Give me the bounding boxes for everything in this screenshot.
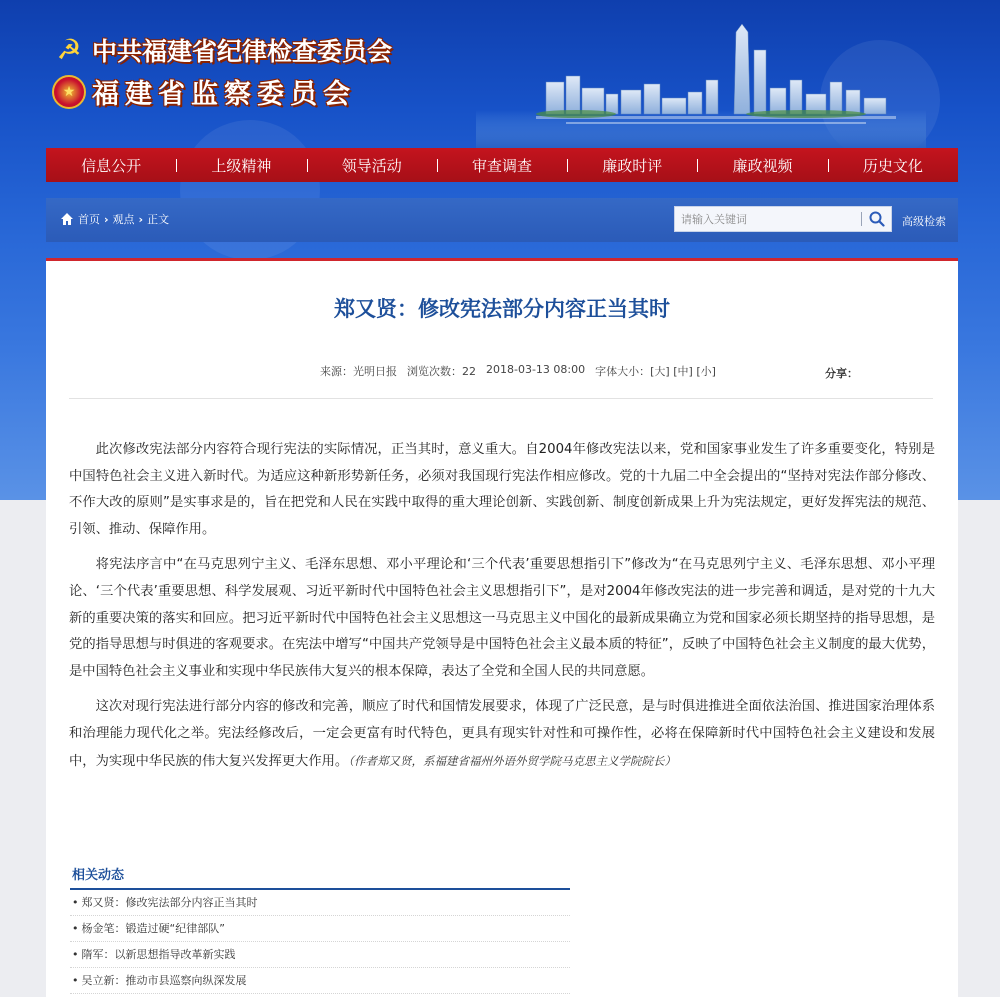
- site-title-line1: 中共福建省纪律检查委员会: [92, 37, 393, 66]
- bullet-icon: •: [72, 896, 79, 909]
- nav-item-investigation[interactable]: 审查调查: [437, 155, 567, 176]
- nav-item-leader-activities[interactable]: 领导活动: [307, 155, 437, 176]
- breadcrumb-separator: ›: [104, 212, 109, 226]
- site-header: [46, 0, 958, 148]
- breadcrumb-home[interactable]: 首页: [78, 213, 100, 226]
- article-paragraph: 将宪法序言中“在马克思列宁主义、毛泽东思想、邓小平理论和‘三个代表’重要思想指引下”修改为“在马克思列宁主义、毛泽东思想、邓小平理论、‘三个代表’重要思想、科学发展观、习近平新时代中国特色社会主义思想指引下”，是对2004年修改宪法的进一步完善和调适，是对党的十九大新的重要决策的落实和回应。把习近平新时代中国特色社会主义思想这一马克思主义中国化的最新成果确立为党和国家必须长期坚持的指导思想，是党的指导思想与时俱进的客观要求。在宪法中增写“中国共产党领导是中国特色社会主义最本质的特征”，反映了中国特色社会主义制度的最大优势，是中国特色社会主义事业和实现中华民族伟大复兴的根本保障，表达了全党和全国人民的共同意愿。: [69, 557, 935, 679]
- bullet-icon: •: [72, 948, 79, 961]
- advanced-search-link[interactable]: 高级检索: [902, 215, 946, 228]
- bullet-icon: •: [72, 974, 79, 987]
- related-news-title: 相关动态: [70, 864, 570, 890]
- party-emblem-icon: ☭: [56, 33, 82, 66]
- author-note: （作者郑又贤，系福建省福州外语外贸学院马克思主义学院院长）: [348, 753, 676, 768]
- related-news: [70, 864, 570, 994]
- divider: [69, 398, 933, 399]
- article-paragraph: 此次修改宪法部分内容符合现行宪法的实际情况，正当其时，意义重大。自2004年修改宪法以来，党和国家事业发生了许多重要变化，特别是中国特色社会主义进入新时代。为适应这种新形势新任务，必须对我国现行宪法作相应修改。党的十九届二中全会提出的“坚持对宪法作部分修改、不作大改的原则”是实事求是的，旨在把党和人民在实践中取得的重大理论创新、实践创新、制度创新成果上升为宪法规定，更好发挥宪法的规范、引领、推动、保障作用。: [69, 442, 935, 537]
- search-button[interactable]: [865, 208, 889, 230]
- article-views: 浏览次数：22: [407, 365, 476, 378]
- nav-item-higher-spirit[interactable]: 上级精神: [176, 155, 306, 176]
- search-divider: [861, 212, 862, 226]
- article-paragraph-text: 这次对现行宪法进行部分内容的修改和完善，顺应了时代和国情发展要求，体现了广泛民意，是与时俱进推进全面依法治国、推进国家治理体系和治理能力现代化之举。宪法经修改后，一定会更富有时代特色，更具有现实针对性和可操作性，必将在保障新时代中国特色社会主义建设和发展中，为实现中华民族的伟大复兴发挥更大作用。: [69, 699, 935, 769]
- logo-row-discipline[interactable]: [52, 32, 392, 68]
- article-source: 来源：光明日报: [320, 365, 397, 378]
- site-title-line2: 福建省监察委员会: [92, 79, 356, 110]
- article-title: 郑又贤：修改宪法部分内容正当其时: [334, 297, 670, 321]
- breadcrumb-separator: ›: [138, 212, 144, 226]
- home-icon[interactable]: [60, 212, 74, 226]
- related-news-item[interactable]: [70, 916, 570, 942]
- national-emblem-icon: ★: [52, 75, 86, 109]
- logo-row-supervision[interactable]: [52, 72, 356, 111]
- related-news-link[interactable]: 郑又贤：修改宪法部分内容正当其时: [81, 896, 258, 909]
- search-input[interactable]: [675, 207, 861, 231]
- breadcrumb-section[interactable]: 观点: [112, 213, 135, 226]
- font-size-large-button[interactable]: [大]: [650, 365, 670, 378]
- related-news-link[interactable]: 隋军：以新思想指导改革新实践: [81, 948, 236, 961]
- nav-item-info-disclosure[interactable]: 信息公开: [81, 156, 142, 175]
- breadcrumb-current: 正文: [147, 213, 170, 226]
- share-label: 分享：: [825, 367, 858, 380]
- article-body: [69, 437, 935, 784]
- font-size-medium-button[interactable]: [中]: [673, 365, 693, 378]
- related-news-item[interactable]: [70, 942, 570, 968]
- font-size-label: 字体大小：: [595, 365, 651, 378]
- font-size-small-button[interactable]: [小]: [696, 365, 716, 378]
- article-date: 2018-03-13 08:00: [486, 363, 586, 376]
- article-container: [46, 258, 958, 997]
- search-icon: [869, 211, 885, 227]
- related-news-link[interactable]: 吴立新：推动市县巡察向纵深发展: [81, 974, 247, 987]
- nav-item-integrity-commentary[interactable]: 廉政时评: [567, 155, 697, 176]
- article-meta: [320, 363, 716, 379]
- article-paragraph-last: [69, 694, 935, 775]
- breadcrumb-bar: [46, 198, 958, 242]
- font-size-control: [595, 363, 716, 379]
- nav-item-history-culture[interactable]: 历史文化: [828, 155, 958, 176]
- breadcrumb: [60, 211, 169, 227]
- main-nav: [46, 148, 958, 182]
- related-news-item[interactable]: [70, 968, 570, 994]
- search-box: [674, 206, 892, 232]
- related-news-link[interactable]: 杨金笔：锻造过硬“纪律部队”: [81, 922, 225, 935]
- bullet-icon: •: [72, 922, 79, 935]
- nav-item-integrity-video[interactable]: 廉政视频: [697, 155, 827, 176]
- related-news-item[interactable]: [70, 890, 570, 916]
- city-skyline-image: [476, 10, 926, 148]
